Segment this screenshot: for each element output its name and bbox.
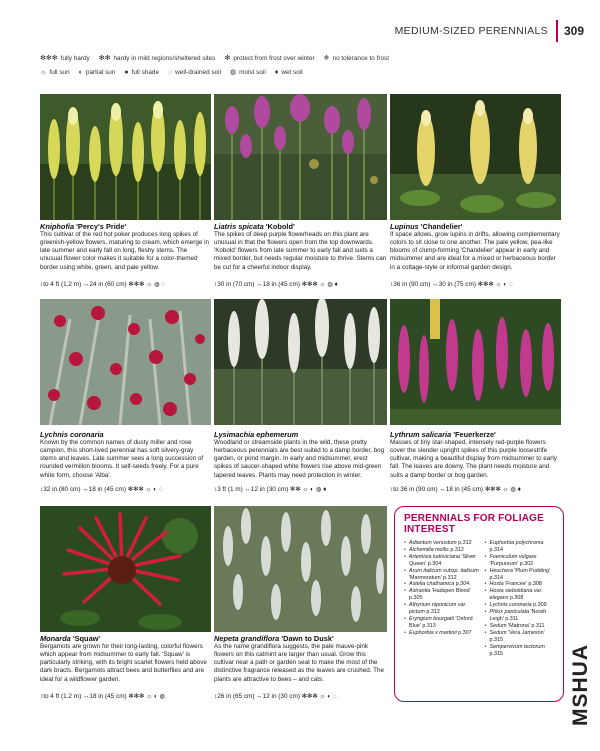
plant-name <box>214 222 387 231</box>
legend-text: full sun <box>49 69 70 76</box>
box-column-2 <box>481 540 558 657</box>
plant-cultivar: 'Squaw' <box>70 634 101 643</box>
plant-name <box>40 634 211 643</box>
plant-cultivar: 'Chandelier' <box>418 222 463 231</box>
list-item: • Euphorbia polychroma p.314 <box>485 540 558 554</box>
plant-photo <box>390 299 561 425</box>
legend-item <box>324 52 389 66</box>
plant-size: ↕26 in (65 cm) ↔12 in (30 cm) ✻✻✻ ☼ ◐ ◌ <box>214 693 337 700</box>
page-number: 309 <box>563 24 584 38</box>
plant-photo <box>40 299 211 425</box>
list-item: • Astrantia 'Hadspen Blood' p.305 <box>404 588 481 602</box>
plant-name <box>214 634 387 643</box>
plant-genus: Lupinus <box>390 222 419 231</box>
plant-size: ↕36 in (90 cm) ↔30 in (75 cm) ✻✻✻ ☼ ◐ ◌ <box>390 281 513 288</box>
symbol-legend <box>40 52 570 80</box>
plant-caption <box>40 222 211 272</box>
legend-text: protect from frost over winter <box>233 55 315 62</box>
list-item: • Hosta sieboldiana var. elegans p.308 <box>485 588 558 602</box>
plant-size: ↕to 4 ft (1.2 m) ↔18 in (45 cm) ✻✻✻ ☼ ◐ ◍ <box>40 693 166 700</box>
box-column-1 <box>404 540 481 657</box>
legend-text: partial sun <box>85 69 116 76</box>
plant-cultivar: 'Dawn to Dusk' <box>279 634 334 643</box>
legend-item <box>99 52 216 66</box>
list-item: • Alchemilla mollis p.312 <box>404 547 481 554</box>
plant-cultivar: 'Kobold' <box>263 222 295 231</box>
plant-description: Known by the common names of dusty miller and rose campion, this short-lived perennial has soft silvery-gray stems and leaves. Late summer sees a long succession of rounded vermilion blooms. It self-seeds freely. For a pure white form, choose 'Alba'. <box>40 439 204 479</box>
legend-text: full shade <box>131 69 159 76</box>
plant-size: ↕32 in (80 cm) ↔18 in (45 cm) ✻✻✻ ☼ ◐ ◌ <box>40 486 163 493</box>
plant-name <box>390 430 561 439</box>
plant-description: Woodland or streamside plants in the wild, these pretty herbaceous perennials are best suited to a damp border, bog garden, or pond margin. In early and midsummer, erect spikes of saucer-shaped white flowers rise above mid-green tapered leaves. Plants may need protection in winter. <box>214 439 385 479</box>
plant-photo <box>390 94 561 220</box>
plant-caption <box>214 222 387 272</box>
moist-soil-icon: ◍ <box>230 69 237 76</box>
foliage-interest-box <box>394 506 564 702</box>
plant-photo <box>40 506 211 632</box>
list-item: • Hosta 'Francee' p.308 <box>485 581 558 588</box>
list-item: • Sedum 'Vera Jameson' p.315 <box>485 630 558 644</box>
plant-genus: Nepeta grandiflora <box>214 634 280 643</box>
partial-sun-icon: ◐ <box>78 69 83 76</box>
plant-cultivar: 'Feuerkerze' <box>451 430 496 439</box>
watermark <box>567 630 595 740</box>
plant-name <box>390 222 561 231</box>
watermark-text: MSHUA <box>569 644 592 726</box>
list-item: • Euphorbia x martinii p.307 <box>404 630 481 637</box>
plant-caption <box>390 430 561 480</box>
plant-genus: Lysimachia ephemerum <box>214 430 299 439</box>
list-item: • Sempervivum tectorum p.315 <box>485 644 558 658</box>
plant-caption <box>40 430 211 480</box>
no-frost-icon: ❄ <box>323 55 330 62</box>
plant-description: As the name grandiflora suggests, the pale mauve-pink flowers on this catmint are larger than usual. Grow this cultivar near a path or garden seat to make the most of the distinctive fragrance released as the leaves are crushed. The plants are attractive to bees – and cats. <box>214 643 384 683</box>
page-header <box>395 20 584 42</box>
snowflake-icon: ✻✻ <box>98 55 111 62</box>
legend-hardiness-row <box>40 52 570 66</box>
plant-description: Masses of tiny star-shaped, intensely red-purple flowers cover the slender upright spikes of this purple loosestrife cultivar, making a beautiful display from midsummer to early fall. The leaves are downy. The plant needs moisture and suits a damp border or bog garden. <box>390 439 557 479</box>
plant-genus: Lychnis coronaria <box>40 430 104 439</box>
legend-text: moist soil <box>239 69 266 76</box>
legend-item <box>230 66 266 80</box>
plant-genus: Liatris spicata <box>214 222 264 231</box>
list-item: • Heuchera 'Plum Pudding' p.314 <box>485 568 558 582</box>
list-item: • Astelia chathamica p.304 <box>404 581 481 588</box>
plant-caption <box>390 222 561 272</box>
plant-name <box>40 222 211 231</box>
plant-size: ↕3 ft (1 m) ↔12 in (30 cm) ✻✻ ☼ ◐ ◍ ♦ <box>214 486 327 493</box>
plant-size: ↕to 4 ft (1.2 m) ↔24 in (60 cm) ✻✻✻ ☼ ◍ ◌ <box>40 281 166 288</box>
list-item: • Sedum 'Matrona' p.311 <box>485 623 558 630</box>
plant-name <box>214 430 387 439</box>
plant-size: ↕30 in (70 cm) ↔18 in (45 cm) ✻✻✻ ☼ ◍ ♦ <box>214 281 338 288</box>
snowflake-icon: ✻ <box>224 55 231 62</box>
list-item: • Adiantum venustum p.312 <box>404 540 481 547</box>
header-divider <box>556 20 558 42</box>
legend-item <box>124 66 159 80</box>
sun-icon: ☼ <box>40 69 47 76</box>
list-item: • Arum italicum subsp. italicum 'Marmoratum' p.312 <box>404 568 481 582</box>
list-item: • Eryngium bourgatii 'Oxford Blue' p.313 <box>404 616 481 630</box>
shade-icon: ● <box>124 69 129 76</box>
plant-description: The spikes of deep purple flowerheads on this plant are unusual in that the flowers open from the top downwards. 'Kobold' flowers from late summer to early fall and suits a mixed border, but needs regular moisture to thrive. Stems can be cut for a cheerful indoor display. <box>214 231 387 271</box>
section-title: MEDIUM-SIZED PERENNIALS <box>394 25 548 37</box>
plant-cultivar: 'Percy's Pride' <box>74 222 127 231</box>
legend-text: well-drained soil <box>175 69 221 76</box>
plant-photo <box>214 506 387 632</box>
legend-text: hardy in mild regions/sheltered sites <box>113 55 216 62</box>
legend-item <box>40 52 90 66</box>
legend-text: fully hardy <box>60 55 90 62</box>
wet-soil-icon: ♦ <box>274 69 279 76</box>
legend-item <box>168 66 221 80</box>
box-title: PERENNIALS FOR FOLIAGE INTEREST <box>404 513 544 535</box>
list-item: • Phlox paniculata 'Norah Leigh' p.311 <box>485 609 558 623</box>
plant-genus: Kniphofia <box>40 222 75 231</box>
plant-description: If space allows, grow lupins in drifts, allowing complementary colors to sit close to one another. The pale yellow, pea-like blooms of clump-forming 'Chandelier' appear in early and midsummer and are ideal for a mixed or herbaceous border in a cottage-style or informal garden design. <box>390 231 560 271</box>
list-item: • Artemisia ludoviciana 'Silver Queen' p.304 <box>404 554 481 568</box>
plant-caption <box>214 430 387 480</box>
plant-photo <box>214 94 387 220</box>
legend-item <box>224 52 314 66</box>
plant-description: This cultivar of the red hot poker produces long spikes of greenish-yellow flowers, maturing to cream, which emerge in late summer and early fall on long, fleshy stems. The unusual flower color makes it suitable for a color-themed border using white, green, and pale yellow. <box>40 231 210 271</box>
legend-text: no tolerance to frost <box>332 55 389 62</box>
drained-soil-icon: ◌ <box>168 69 173 76</box>
plant-caption <box>40 634 211 684</box>
legend-item <box>79 66 116 80</box>
plant-size: ↕to 36 in (90 cm) ↔18 in (45 cm) ✻✻✻ ☼ ◍ ♦ <box>390 486 521 493</box>
plant-description: Bergamots are grown for their long-lasting, colorful flowers which appear from midsummer to early fall. 'Squaw' is particularly striking, with its bright scarlet flowers held above dark bracts. Bergamots attract bees and butterflies and are ideal for a wildflower garden. <box>40 643 207 683</box>
legend-item <box>275 66 303 80</box>
plant-genus: Monarda <box>40 634 71 643</box>
legend-text: wet soil <box>281 69 303 76</box>
plant-photo <box>40 94 211 220</box>
list-item: • Athyrium niponicum var. pictum p.312 <box>404 602 481 616</box>
plant-photo <box>214 299 387 425</box>
plant-name <box>40 430 211 439</box>
legend-item <box>40 66 70 80</box>
legend-conditions-row <box>40 66 570 80</box>
list-item: • Lychnis coronaria p.309 <box>485 602 558 609</box>
plant-genus: Lythrum salicaria <box>390 430 452 439</box>
plant-caption <box>214 634 387 684</box>
snowflake-icon: ✻✻✻ <box>40 55 58 62</box>
list-item: • Foeniculum vulgare 'Purpureum' p.302 <box>485 554 558 568</box>
